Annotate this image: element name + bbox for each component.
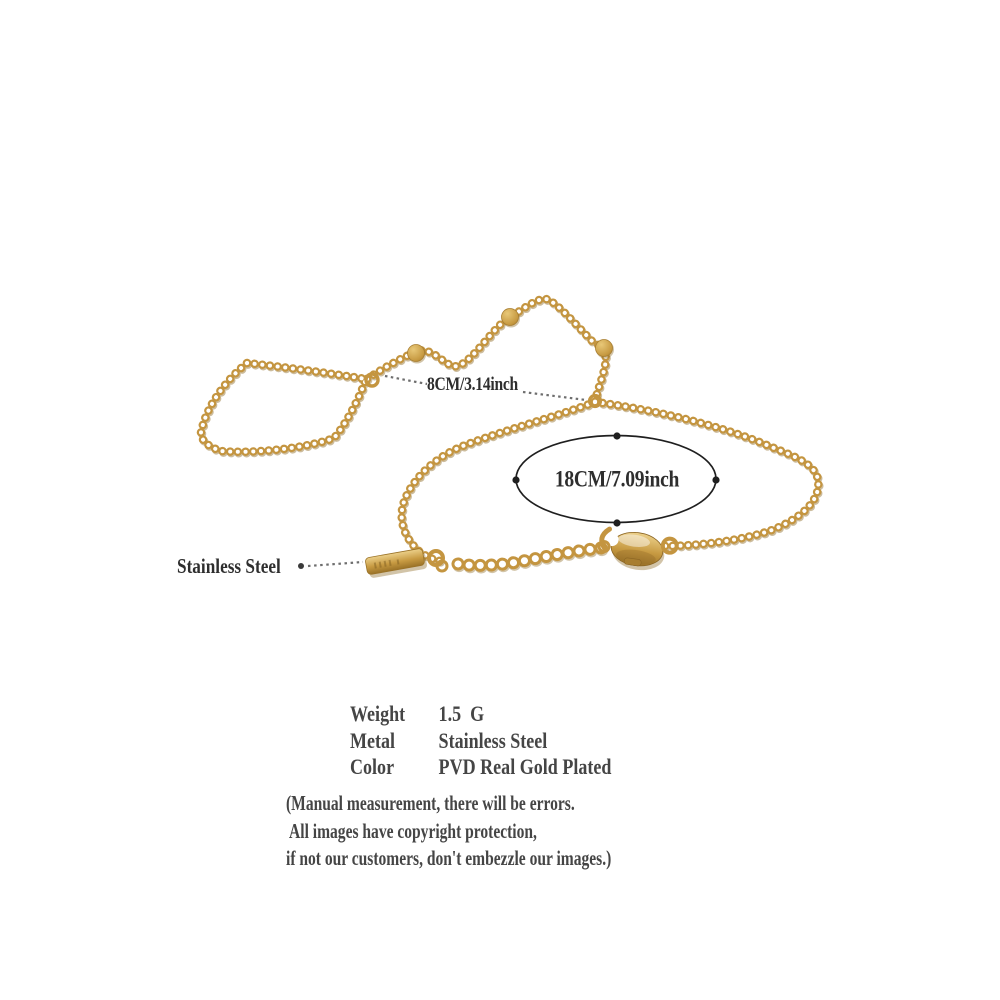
spec-label: Color bbox=[350, 754, 395, 779]
callout-dot bbox=[298, 563, 304, 569]
disc-charm-2 bbox=[502, 309, 519, 326]
ellipse-dot-left bbox=[512, 476, 519, 483]
chain-links bbox=[201, 299, 818, 561]
callout-dotted-line bbox=[308, 562, 363, 566]
spec-value: 1.5 G bbox=[438, 701, 485, 726]
dotted-line-left bbox=[385, 376, 427, 384]
spec-label: Weight bbox=[350, 701, 406, 726]
spec-value: PVD Real Gold Plated bbox=[438, 754, 612, 779]
dotted-line-right bbox=[523, 392, 586, 400]
spec-row-weight bbox=[350, 701, 611, 728]
chain-left-loop bbox=[201, 363, 366, 452]
disclaimer-block bbox=[286, 790, 611, 873]
disclaimer-line: All images have copyright protection, bbox=[286, 818, 537, 843]
ellipse-dot-right bbox=[712, 476, 719, 483]
spec-row-metal bbox=[350, 728, 611, 755]
spec-value: Stainless Steel bbox=[438, 727, 548, 753]
extension-tag bbox=[365, 548, 428, 579]
ellipse-dot-top bbox=[613, 432, 620, 439]
ellipse-dot-bottom bbox=[613, 519, 620, 526]
material-callout-label: Stainless Steel bbox=[177, 554, 281, 578]
disclaimer-line: if not our customers, don't embezzle our images.) bbox=[286, 846, 612, 870]
lobster-clasp bbox=[597, 528, 678, 575]
spec-label: Metal bbox=[350, 727, 396, 753]
extension-length-label: 8CM/3.14inch bbox=[427, 374, 518, 395]
total-length-label: 18CM/7.09inch bbox=[554, 466, 680, 492]
disc-charm-3 bbox=[596, 340, 613, 357]
spec-row-color bbox=[350, 754, 611, 781]
disc-charm-1 bbox=[408, 345, 425, 362]
disclaimer-line: (Manual measurement, there will be errors. bbox=[286, 791, 575, 815]
spec-table bbox=[350, 701, 611, 781]
